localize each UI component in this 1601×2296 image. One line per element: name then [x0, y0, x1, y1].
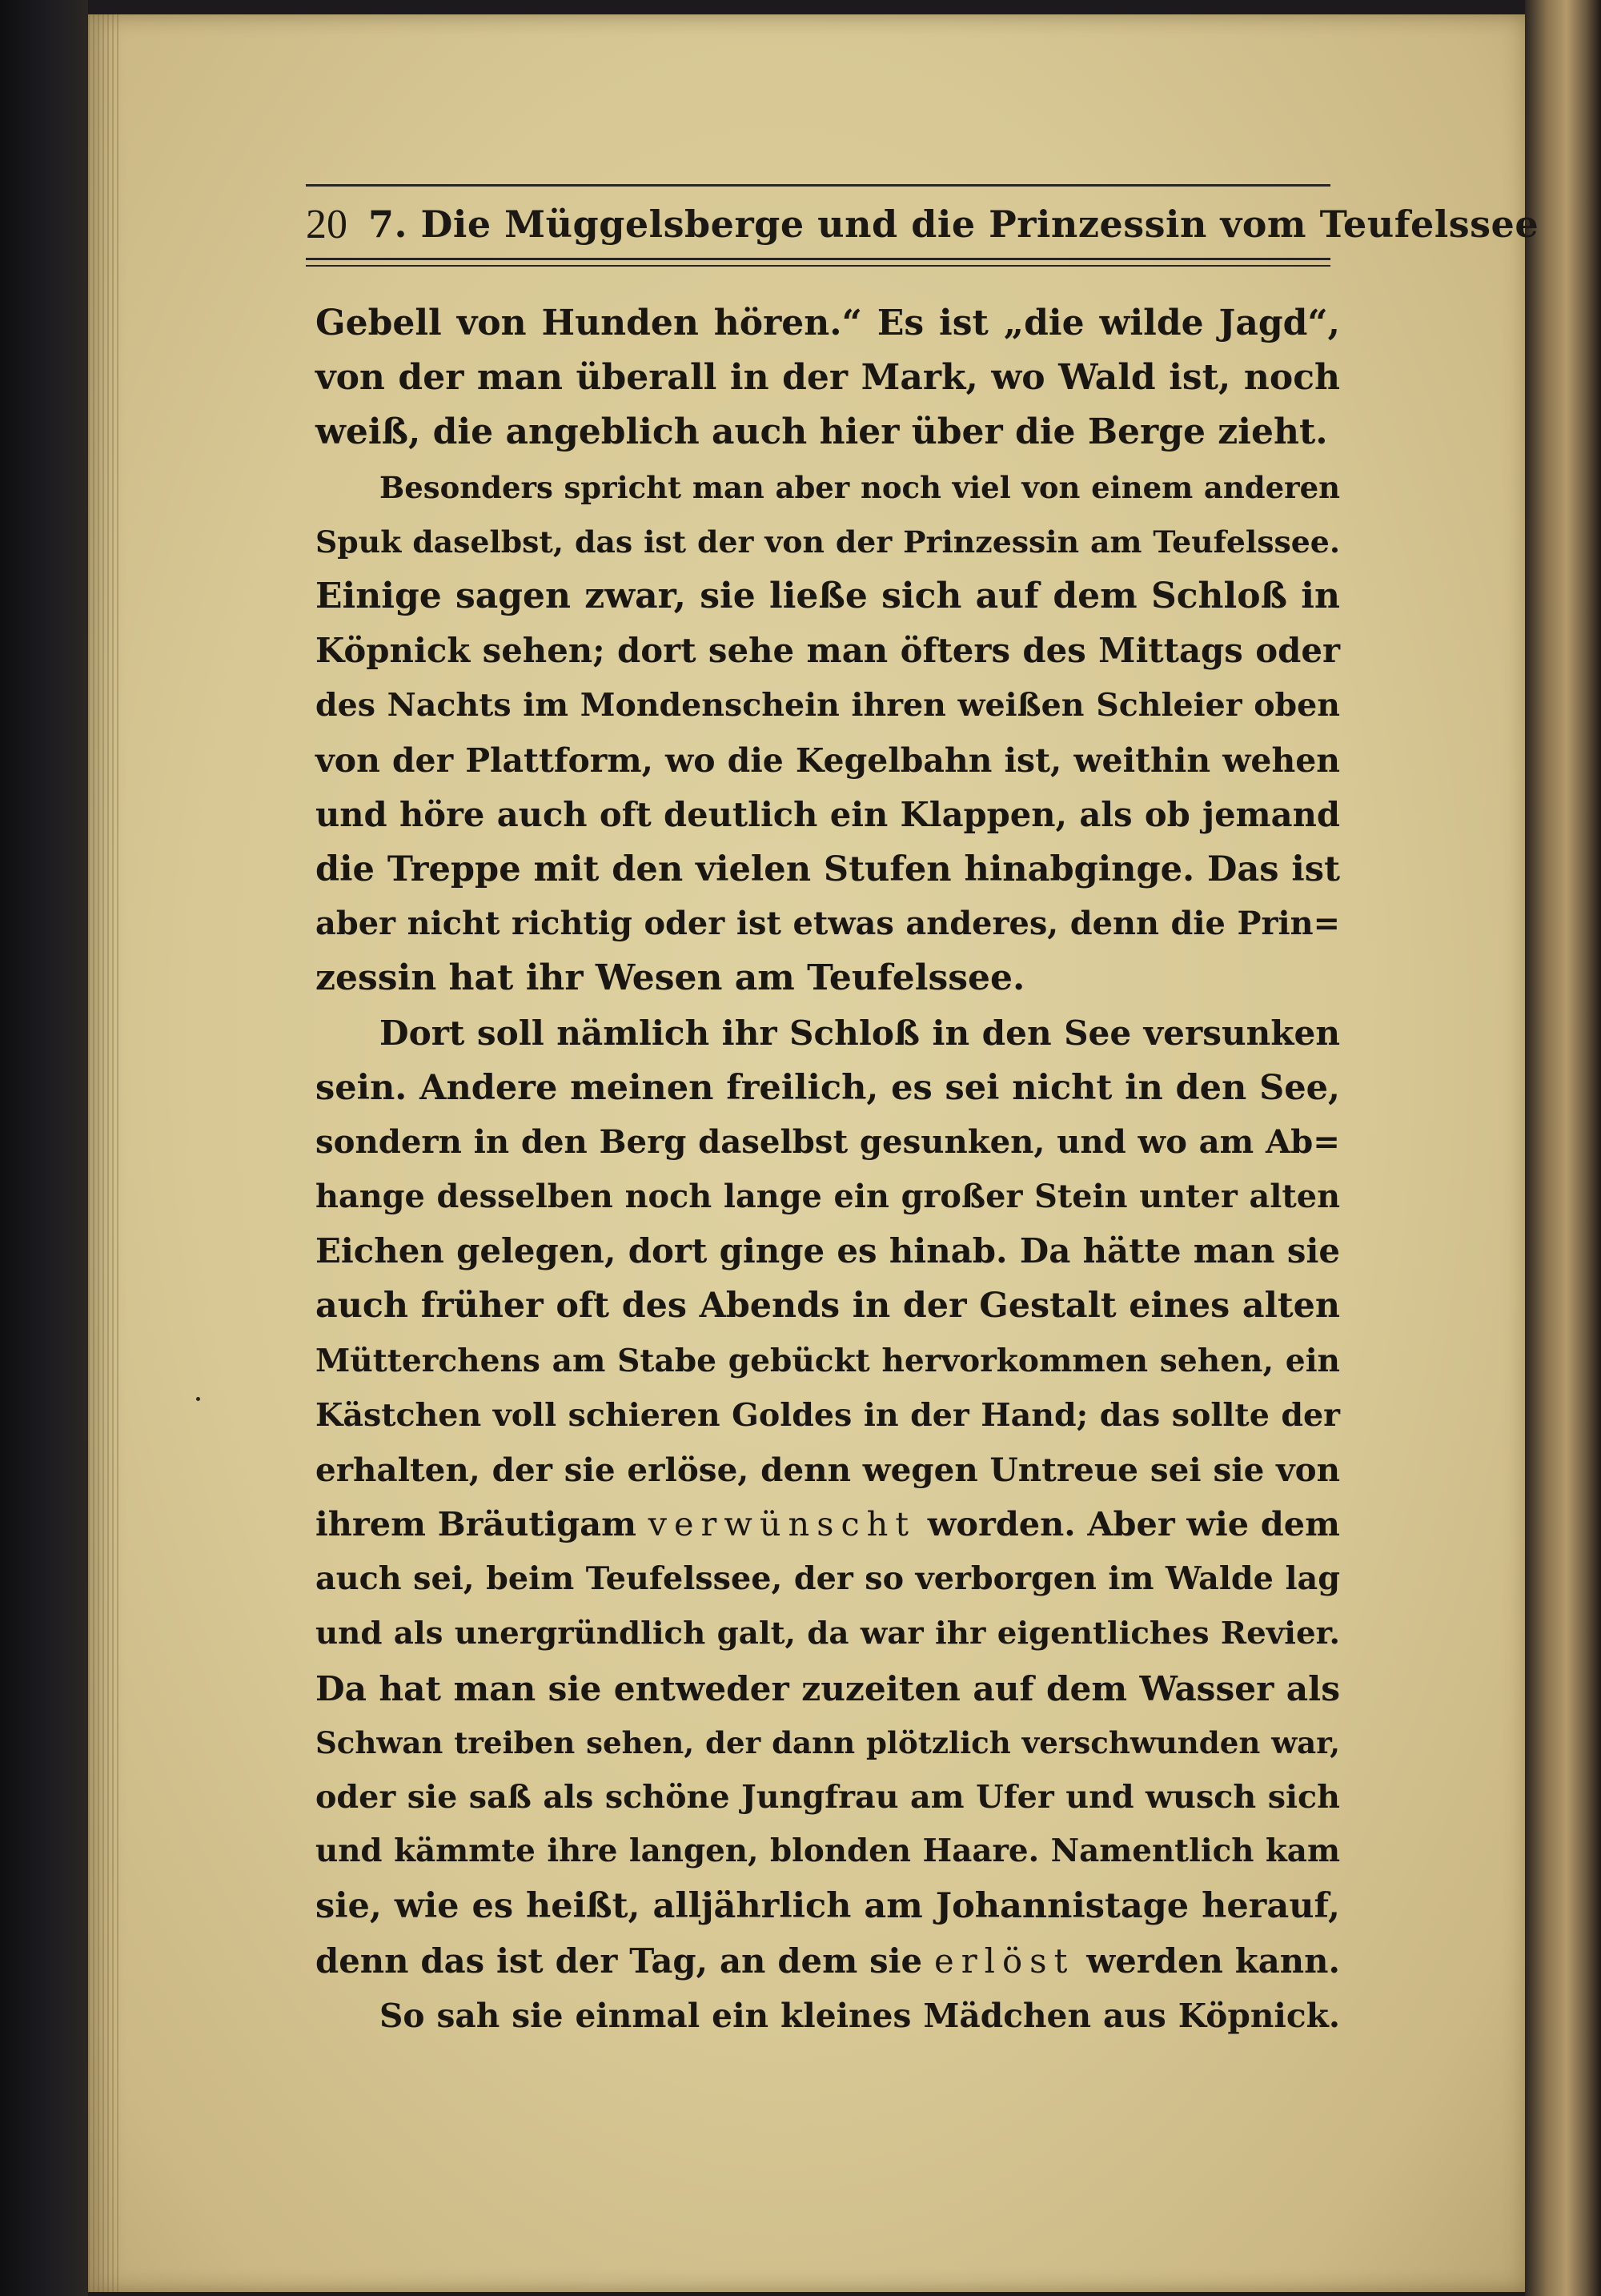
text-line: auch sei, beim Teufelssee, der so verborgen im Walde lag — [315, 1560, 1340, 1598]
text-line: hange desselben noch lange ein großer Stein unter alten — [315, 1178, 1340, 1215]
text-line: Schwan treiben sehen, der dann plötzlich verschwunden war, — [315, 1724, 1340, 1760]
text-line: Einige sagen zwar, sie ließe sich auf dem Schloß in — [315, 575, 1340, 616]
paper-speck — [196, 1397, 200, 1401]
text-line-spaced — [315, 1497, 1340, 1551]
text-line: Dort soll nämlich ihr Schloß in den See versunken — [379, 1013, 1340, 1054]
text-line: Da hat man sie entweder zuzeiten auf dem Wasser als — [315, 1668, 1340, 1708]
text-line: von der man überall in der Mark, wo Wald ist, noch — [315, 357, 1340, 399]
text-line: die Treppe mit den vielen Stufen hinabginge. Das ist — [315, 849, 1340, 889]
text-line: und kämmte ihre langen, blonden Haare. Namentlich kam — [315, 1833, 1340, 1870]
line-segment: werden kann. — [1074, 1941, 1341, 1981]
text-line: aber nicht richtig oder ist etwas anderes, denn die Prin= — [315, 905, 1340, 943]
spaced-word: erlöst — [934, 1941, 1075, 1981]
text-line: des Nachts im Mondenschein ihren weißen Schleier oben — [315, 687, 1340, 725]
text-line-spaced — [315, 1934, 1340, 1989]
text-line: Köpnick sehen; dort sehe man öfters des Mittags oder — [315, 631, 1340, 671]
text-line: und höre auch oft deutlich ein Klappen, als ob jemand — [315, 794, 1340, 834]
book-binding-right — [1525, 0, 1601, 2296]
text-line: Spuk daselbst, das ist der von der Prinzessin am Teufelssee. — [315, 524, 1340, 560]
book-binding-left — [0, 0, 88, 2296]
line-segment: worden. Aber wie dem — [916, 1504, 1340, 1544]
line-segment: denn das ist der Tag, an dem sie — [315, 1941, 934, 1981]
text-line: erhalten, der sie erlöse, denn wegen Untreue sei sie von — [315, 1450, 1340, 1489]
text-line: sondern in den Berg daselbst gesunken, und wo am Ab= — [315, 1122, 1340, 1161]
text-line: Kästchen voll schieren Goldes in der Hand; das sollte der — [315, 1396, 1340, 1434]
text-line: oder sie saß als schöne Jungfrau am Ufer und wusch sich — [315, 1779, 1340, 1816]
line-segment: ihrem Bräutigam — [315, 1504, 648, 1544]
page-edges — [88, 14, 120, 2292]
running-header — [306, 196, 1539, 252]
text-line: auch früher oft des Abends in der Gestalt eines alten — [315, 1286, 1340, 1327]
text-line: Besonders spricht man aber noch viel von einem anderen — [379, 469, 1340, 505]
running-title: 7. Die Müggelsberge und die Prinzessin vom Teufelssee — [368, 203, 1539, 246]
text-line: zessin hat ihr Wesen am Teufelssee. — [315, 957, 1025, 999]
text-line: Gebell von Hunden hören.“ Es ist „die wilde Jagd“, — [315, 303, 1340, 343]
text-line: und als unergründlich galt, da war ihr eigentliches Revier. — [315, 1615, 1340, 1652]
header-double-rule-upper — [306, 258, 1330, 260]
text-line: weiß, die angeblich auch hier über die Berge zieht. — [315, 411, 1328, 453]
page-number: 20 — [306, 201, 347, 247]
spaced-word: verwünscht — [648, 1505, 917, 1544]
text-line: von der Plattform, wo die Kegelbahn ist, weithin wehen — [315, 741, 1340, 780]
text-line: Eichen gelegen, dort ginge es hinab. Da hätte man sie — [315, 1231, 1340, 1271]
header-double-rule-lower — [306, 265, 1330, 267]
text-line: Mütterchens am Stabe gebückt hervorkommen sehen, ein — [315, 1342, 1340, 1379]
text-line: sein. Andere meinen freilich, es sei nicht in den See, — [315, 1067, 1340, 1108]
body-text — [315, 296, 1340, 2043]
text-line: sie, wie es heißt, alljährlich am Johannistage herauf, — [315, 1886, 1340, 1927]
header-top-rule — [306, 184, 1330, 187]
text-line: So sah sie einmal ein kleines Mädchen aus Köpnick. — [379, 1996, 1340, 2035]
